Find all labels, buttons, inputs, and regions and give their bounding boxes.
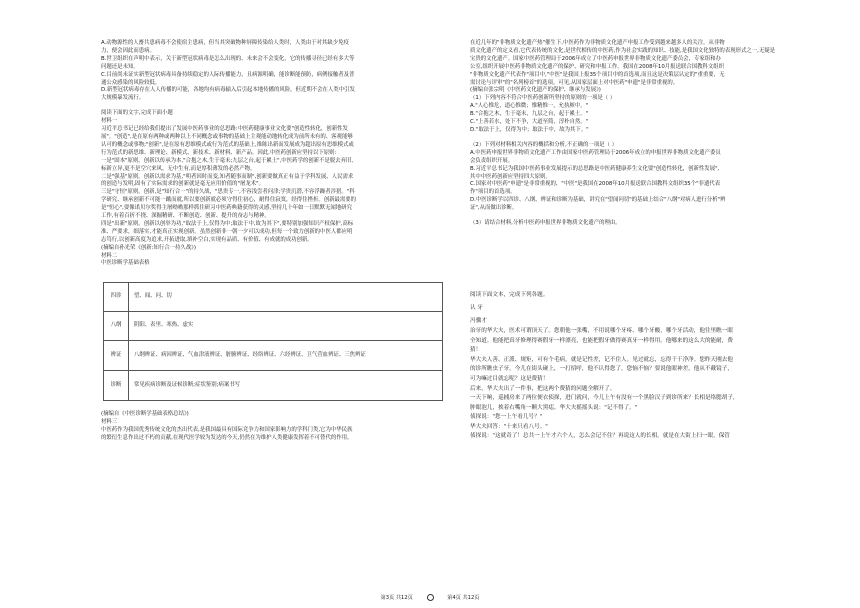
text-line: C.国家对中医药"申遗"是非常重视的，"中医"是我国在2008年10月报送联合国教科文组织35个"非遗代表 [470,181,721,188]
material-three-title: 材料三 [101,419,118,426]
text-line: 可为嘛过目就忘呢？这是费猜！ [470,375,549,382]
text-line: 行为范式的新思维、新理论、新模式、新技术、新材料、新产品。因此,中医药创新应坚持以下原则: [101,149,337,156]
text-line: 一天下晌，巡捕房来了两位便衣侦探，进门就问，今儿上午有没有一个黑脸汉子到诊所来？长相是络腮胡子， [470,395,739,402]
text-line: 的繁衍生息作出过不朽的贡献,在现代医学较为发达的今天,仍然在为维护人类健康发挥着不可替代的作用。 [101,435,353,442]
text-line: 华大夫人善、正派、规矩，可有个毛病，就是记性差，记不住人。见过就忘，忘得干干净净。您昨天刚去他 [470,356,733,363]
right-page-number: 第4页 共12页 [447,595,480,601]
question-2: （2）下列对材料相关内容的概括和分析,不正确的一项是（ ） [470,141,618,148]
table-row [104,283,443,312]
story-prompt: 阅读下面文本，完成下列各题。 [470,291,549,298]
text-line: D.中医诊断学以四诊、八纲、辨证和诊断为基础，讲究在"望闻问切"的基础上结合"八纲"对病人进行分析"辨 [470,197,726,204]
text-line: B.习近平总书记为我国中医药事业发展提示的总思路是中医药健康养生文化要"创造性转化，创新性发展", [470,165,720,172]
story-author: 冯骥才 [470,317,487,324]
text-line: A."人心惟危，道心惟微；惟精惟一，允执厥中。" [470,103,589,110]
text-line: 其中中医药创新应坚持四大原则。 [470,173,551,180]
text-line: 作"项目的首选项。 [470,189,516,196]
text-line: D.新型冠状病毒存在人人传播的可能，各地均有病毒输入后引起本地传播的风险，但近期不会在人类中引发 [101,87,355,94]
text-line: 准、严要求，细落实,才能真正实现创新。虽然创新非一朝一夕可以成功,但每一个致力创新的中医人都应明 [101,228,353,235]
question-1: （1）下列内容不符合中医药创新所坚持的原则的一项是（ ） [470,95,616,102]
text-line: 力，便会因此而患病。 [101,47,155,54]
text-line: A.中医药申报世界非物质文化遗产工作由国家中医药管理局于2006年成立的申报世界非物质文化遗产委员 [470,149,721,156]
text-line: "非物质文化遗产代表作"项目中,"中医"是我国上报35个项目中的首选项,而且这是决策层认定的"重重要，无 [470,71,725,78]
text-line: 三是"守恒"原则。创新,是"知行合一"的持久战，"思贵专一,不容浅尝者问津;学贵沉潜,不容浮躁者涉猎。"科 [101,189,355,196]
page-footer [0,594,860,603]
text-line: 证",从而做出诊断。 [470,205,518,212]
text-line: 华大夫回答："十来只看八号。" [470,423,548,430]
material-one-text [101,126,453,245]
text-line: 展"。"创造",是在原有两种或两种以上不同概念或事物的基础上主观能动地转化成为前所未有的、客观能够 [101,133,353,140]
text-line: B."合抱之木，生于毫末，九层之台，起于累土。" [470,111,589,118]
text-line: 后来，华大夫出了一件事，把这两个费猜的问题全解开了。 [470,385,616,392]
options-block [101,40,453,103]
left-column [101,40,453,443]
text-line: 的创造与发明,固有了实际需求的创新就是毫无应用价值的"屠龙术"。 [101,181,265,188]
table-row [104,341,443,371]
text-line: 全知道。他能把真牙修理得赛假牙一样漂亮，也能把假牙做得赛真牙一样得用。他哪来的这么大的能耐，费 [470,337,733,344]
text-line: 是"恒心",要像诺贝尔奖得主屠呦呦那样抓住研习中医药典籍获得的灵感,坚持几十年如一日默默无闻地研究 [101,205,352,212]
story-text [470,327,822,442]
text-line: 习近平总书记已经给我们提出了发展中医药事业的总思路:中医药健康事业文化要"创造性转化，创新性发 [101,126,348,133]
text-line: 治牙的华大夫，医术可谓顶天了。您朝他一张嘴，不用说哪个牙疼、哪个牙酸，哪个牙活动，他往里瞧一眼 [470,327,733,334]
text-line: 学研究、继承创新不可能一蹴而就,所以要创新就必须守得住初心，耐得住寂寞，经得住挫折。创新最需要的 [101,197,357,204]
text-line: 二是"强基"原则。创新以需求为基,"明者因时而变,知者随事而制",创新要做真正有益于学科发展、人民需求 [101,173,354,180]
text-line: 侦探说："您一上午看几号？" [470,414,543,421]
text-line: 工作,有着百折不挠、深掘精研、不断创造、创新、提升的奋志与精神。 [101,213,270,220]
text-line: 四是"出新"原则。创新以创举为功,"取法于上,仅得为中;取法于中,故为其下",要特别加强知识产权保护,高标 [101,220,354,227]
story-title: 认 牙 [470,304,483,311]
text-line: 问题还是未知。 [101,63,139,70]
text-line: 标新立异,更不是空穴来风、无中生有,而是厚积薄发的必然产物。 [101,165,256,172]
text-line: 志笃行,以创新高度为追求,开拓进取,填补空白,实现有品质、有价值、有成就的成功创新。 [101,236,313,243]
table-caption: 中医诊断学基础表格 [101,260,150,267]
text-line: 认可的概念或事物;"创新",是在原有思维模式或行为范式的基础上,推陈出新而发展成为超出原有思维模式或 [101,141,354,148]
right-column [470,40,822,442]
left-page-number: 第3页 共12页 [380,595,413,601]
text-line: 大规模暴发流行。 [101,95,145,102]
text-line: 宝贵的文化遗产。国家中医药管理局于2006年成立了中医药申报世界非物质文化遗产委员会，专家组和办 [470,55,721,62]
text-line: D."取法于上，仅得为中；取法于中，故为其下。" [470,126,589,133]
diagnosis-table [103,282,443,401]
text-line: 公室,组织开展中医药非物质文化遗产的保护、研究和申报工作。我国在2008年10月报送联合国教科文组织 [470,63,725,70]
table-row [104,371,443,401]
table-value: 八纲辨证、病因辨证、气血津液辨证、脏腑辨证、经络辨证、六经辨证、卫气营血辨证、三焦辨证 [129,341,443,371]
material-two-title: 材料二 [101,252,118,259]
material-three-text [101,427,453,443]
text-line: 肿眼泡儿，挨着右嘴角一颗大黑痣。华大夫摇摇头说："记不得了。" [470,404,638,411]
text-line: 需讨论与评审"的"名列榜首"的选项。可见,从国家层面上对中医药"申遗"是非常重视的。 [470,79,679,86]
binding-hole-icon [427,594,434,601]
table-value: 阴阳、表里、寒热、虚实 [129,312,443,341]
text-line: 会负责组织开展。 [470,157,514,164]
text-line: 质文化遗产的定义看,它代表传统的文化,是世代相传的中医药,作为社会实践的知识、技能,是我国文化独特的表现形式之一,无疑是 [470,47,776,54]
table-key: 四诊 [104,283,129,312]
table-value: 望、闻、问、切 [129,283,443,312]
text-line: 在近几年的"非物质文化遗产热"催生下,中医药作为非物质文化遗产申报工作受到越来越多人的关注。从非物 [470,40,725,46]
material-one-source: (摘编自孙光荣《创新:知行合一持久战》) [101,244,196,251]
table-key: 辨证 [104,341,129,371]
question-2-options [470,150,822,213]
text-line: 一是"固本"原则。创新以传承为本,"合抱之木,生于毫末;九层之台,起于累土",中医药学的创新不是脱去弃旧, [101,157,354,164]
table-key: 诊断 [104,371,129,401]
text-line: 通公众感染的风险较低。 [101,79,161,86]
text-line: C.目前尚未证实新型冠状病毒具备持续稳定的人际传播能力，且病源明确，能诊断能预防，病例接触者及普 [101,71,355,78]
text-line: A.动物源性的人畜共患病毒不会使宿主患病，但当其突破物种屏障传染给人类时，人类由于对其缺少免疫 [101,40,349,46]
text-line: 中医药作为我国优秀传统文化的杰出代表,是我国最具有国际竞争力和国家影响力的学科门类,它为中华民族 [101,427,353,434]
text-line: B.世卫组织在声明中表示，关于新型冠状病毒是怎么出现的、未来会不会变化，它的传播寻径已经有多大等 [101,55,355,62]
text-line: 侦探说："这就奇了！总共一上午才六个人，怎么会记不住？再说这人的长相，就是在大街上扫一眼，保管 [470,433,730,440]
question-1-options [470,103,822,135]
table-row [104,312,443,341]
material-one-title: 材料一 [101,118,118,125]
text-line: 猜！ [470,347,482,354]
material-three-source: (摘编自张宗明《中医药文化遗产的保护、继承与发展》) [470,87,601,94]
material-two-source: (摘编自《中医诊断学基础表格总结》) [101,411,189,418]
text-line: C."上善若水，处下不争，大道至简，淳朴自然。" [470,119,589,126]
table-key: 八纲 [104,312,129,341]
table-value: 常见疾病诊断及证候诊断;症状鉴别;病案书写 [129,371,443,401]
text-line: 的诊所瞧虫子牙，今儿在街头碰上，一打招呼，他不认得您了，您恼不恼？要说他眼神差，他从不戴镜子， [470,366,733,373]
material-three-text-cont [470,40,822,87]
question-3: （3）请结合材料,分析中医药申报世界非物质文化遗产的理由。 [470,220,621,227]
reading-prompt: 阅读下面的文字,完成下面小题 [101,110,173,117]
